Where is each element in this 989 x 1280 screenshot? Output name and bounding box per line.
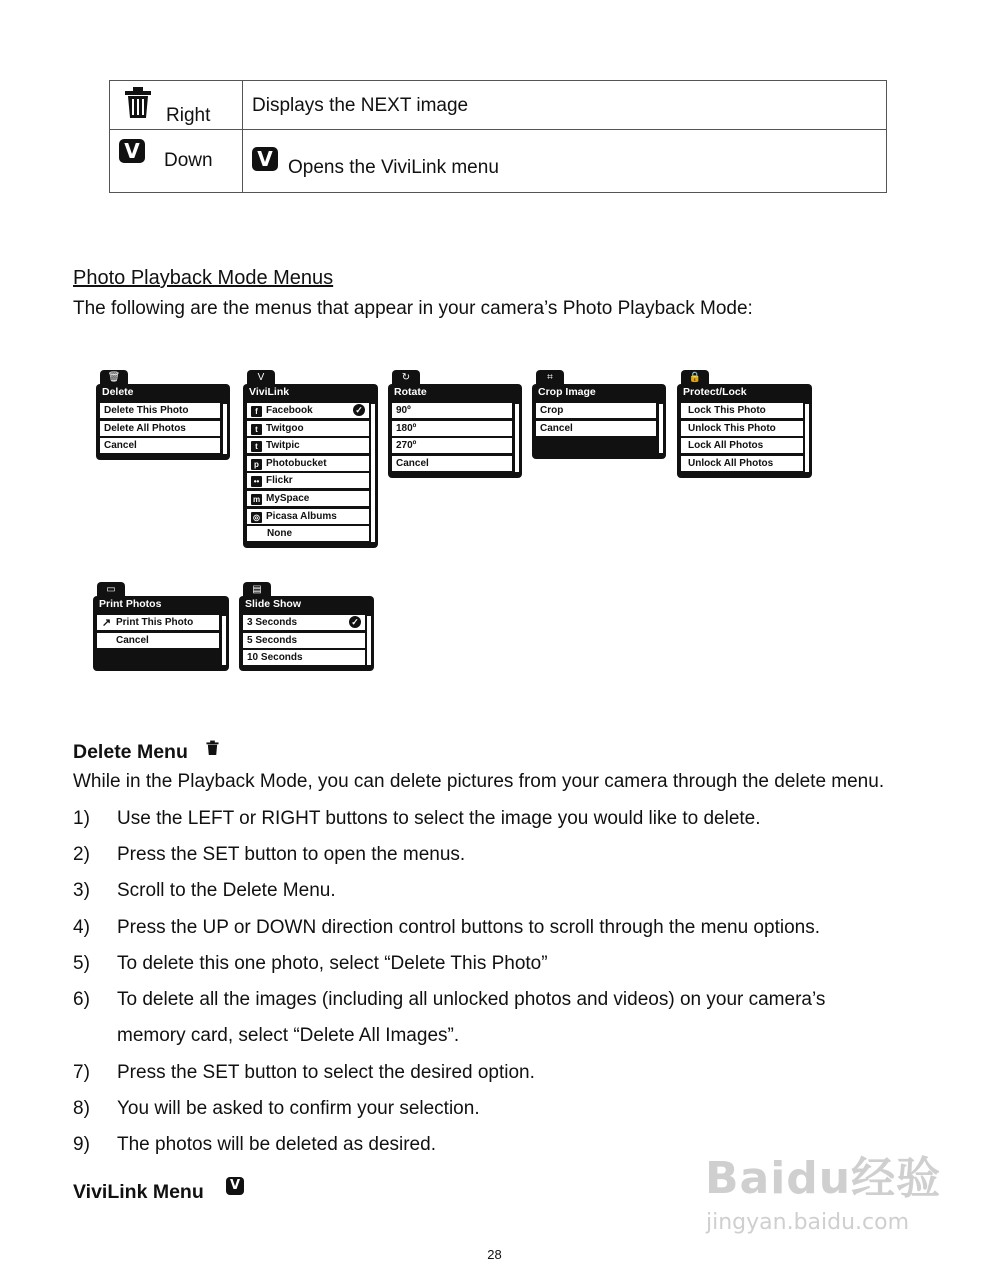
menu-title: Crop Image bbox=[538, 386, 596, 398]
pictbridge-icon: ↗ bbox=[101, 617, 112, 629]
rotate-icon: ↻ bbox=[392, 370, 420, 386]
menu-item: 5 Seconds bbox=[243, 633, 365, 648]
menu-item: f Facebook ✓ bbox=[247, 403, 369, 418]
menu-item: Delete This Photo bbox=[100, 403, 220, 418]
flickr-icon: •• bbox=[251, 476, 262, 487]
vivilink-menu-heading: ViviLink Menu bbox=[73, 1181, 204, 1203]
button-label-right: Right bbox=[166, 105, 211, 126]
step-text: Scroll to the Delete Menu. bbox=[117, 880, 336, 901]
step-text: To delete all the images (including all unlocked photos and videos) on your camera’s bbox=[117, 989, 826, 1010]
vivilink-icon: V bbox=[247, 370, 275, 386]
slideshow-icon: ▤ bbox=[243, 582, 271, 598]
step-text-continued: memory card, select “Delete All Images”. bbox=[117, 1025, 460, 1046]
menu-item: Cancel bbox=[97, 633, 219, 648]
lock-icon: 🔒 bbox=[681, 370, 709, 386]
menu-item: 270º bbox=[392, 438, 512, 453]
check-icon: ✓ bbox=[349, 616, 361, 628]
menu-item: Crop bbox=[536, 403, 656, 418]
check-icon: ✓ bbox=[353, 404, 365, 416]
menu-item: Lock All Photos bbox=[681, 438, 803, 453]
step-text: Press the UP or DOWN direction control buttons to scroll through the menu options. bbox=[117, 917, 820, 938]
menu-title: Delete bbox=[102, 386, 134, 398]
menu-item: ↗ Print This Photo bbox=[97, 615, 219, 630]
watermark-logo: Baidu经验 bbox=[705, 1153, 942, 1204]
twitpic-icon: t bbox=[251, 441, 262, 452]
vivilink-icon: V bbox=[119, 139, 145, 163]
menu-item: t Twitgoo bbox=[247, 421, 369, 436]
controls-table bbox=[109, 80, 887, 193]
step-number: 4) bbox=[73, 917, 90, 938]
menu-item: t Twitpic bbox=[247, 438, 369, 453]
menu-item: Unlock All Photos bbox=[681, 456, 803, 471]
step-number: 5) bbox=[73, 953, 90, 974]
menu-item: Cancel bbox=[100, 438, 220, 453]
menu-title: Print Photos bbox=[99, 598, 162, 610]
menu-item: 10 Seconds bbox=[243, 650, 365, 665]
menu-item: Cancel bbox=[536, 421, 656, 436]
menu-title: Slide Show bbox=[245, 598, 302, 610]
facebook-icon: f bbox=[251, 406, 262, 417]
step-text: To delete this one photo, select “Delete This Photo” bbox=[117, 953, 548, 974]
trash-icon bbox=[206, 740, 219, 756]
menu-item: m MySpace bbox=[247, 491, 369, 506]
scrollbar bbox=[222, 403, 228, 455]
menu-title: Rotate bbox=[394, 386, 427, 398]
crop-icon: ⌗ bbox=[536, 370, 564, 386]
step-text: Press the SET button to open the menus. bbox=[117, 844, 466, 865]
step-text: You will be asked to confirm your selection. bbox=[117, 1098, 480, 1119]
trash-icon bbox=[124, 87, 152, 119]
printer-icon: ▭ bbox=[97, 582, 125, 598]
delete-menu-heading: Delete Menu bbox=[73, 741, 188, 763]
menu-item: Lock This Photo bbox=[681, 403, 803, 418]
photobucket-icon: p bbox=[251, 459, 262, 470]
step-number: 7) bbox=[73, 1062, 90, 1083]
scrollbar bbox=[804, 403, 810, 473]
menu-item: Delete All Photos bbox=[100, 421, 220, 436]
step-number: 3) bbox=[73, 880, 90, 901]
menu-item: 90º bbox=[392, 403, 512, 418]
section-intro: The following are the menus that appear in your camera’s Photo Playback Mode: bbox=[73, 298, 753, 319]
trash-icon: 🗑 bbox=[100, 370, 128, 386]
scrollbar bbox=[370, 403, 376, 543]
step-number: 2) bbox=[73, 844, 90, 865]
menu-title: ViviLink bbox=[249, 386, 290, 398]
menu-item: 180º bbox=[392, 421, 512, 436]
step-number: 8) bbox=[73, 1098, 90, 1119]
function-right: Displays the NEXT image bbox=[252, 95, 469, 116]
scrollbar bbox=[366, 615, 372, 666]
step-number: 1) bbox=[73, 808, 90, 829]
step-number: 9) bbox=[73, 1134, 90, 1155]
vivilink-icon: V bbox=[226, 1177, 244, 1195]
menu-title: Protect/Lock bbox=[683, 386, 747, 398]
menu-item: p Photobucket bbox=[247, 456, 369, 471]
vivilink-icon: V bbox=[252, 147, 278, 171]
button-label-down: Down bbox=[164, 150, 213, 171]
scrollbar bbox=[514, 403, 520, 473]
step-text: Use the LEFT or RIGHT buttons to select the image you would like to delete. bbox=[117, 808, 761, 829]
scrollbar bbox=[221, 615, 227, 666]
menu-item: ◎ Picasa Albums bbox=[247, 509, 369, 524]
watermark-url: jingyan.baidu.com bbox=[706, 1210, 910, 1235]
picasa-icon: ◎ bbox=[251, 512, 262, 523]
step-text: The photos will be deleted as desired. bbox=[117, 1134, 436, 1155]
myspace-icon: m bbox=[252, 494, 261, 504]
scrollbar bbox=[658, 403, 664, 454]
menu-item: •• Flickr bbox=[247, 473, 369, 488]
delete-menu-intro: While in the Playback Mode, you can delete pictures from your camera through the delete menu. bbox=[73, 771, 885, 792]
twitgoo-icon: t bbox=[251, 424, 262, 435]
menu-item: None bbox=[247, 526, 369, 541]
menu-item: Cancel bbox=[392, 456, 512, 471]
function-down: Opens the ViviLink menu bbox=[288, 157, 499, 178]
step-number: 6) bbox=[73, 989, 90, 1010]
menu-item: Unlock This Photo bbox=[681, 421, 803, 436]
page-number: 28 bbox=[487, 1247, 502, 1262]
section-title: Photo Playback Mode Menus bbox=[73, 267, 334, 289]
menu-item: 3 Seconds ✓ bbox=[243, 615, 365, 630]
step-text: Press the SET button to select the desired option. bbox=[117, 1062, 535, 1083]
